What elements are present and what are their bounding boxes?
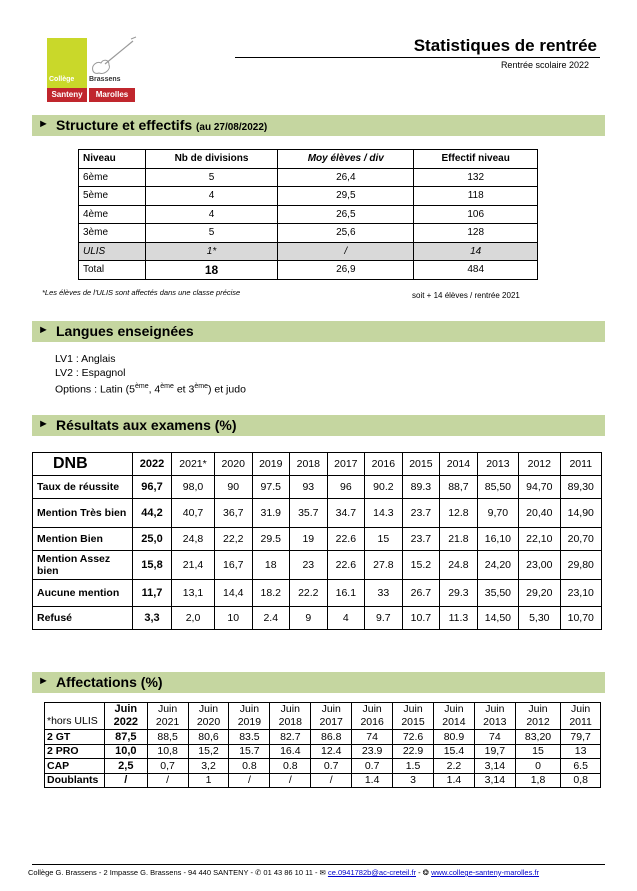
table-cell: /: [229, 773, 270, 788]
year-prefix: Juin: [570, 703, 591, 715]
table-row: [79, 224, 538, 243]
table-cell: 15.4: [433, 744, 474, 759]
table-cell: 9,70: [477, 499, 518, 528]
options-prefix: Options : Latin (5: [55, 383, 135, 396]
section-title: [56, 117, 267, 133]
table-cell: 15,8: [133, 551, 172, 580]
section-langues-header: [32, 321, 605, 342]
table-cell: 2,0: [172, 607, 215, 630]
table-cell: 1: [188, 773, 229, 788]
table-cell: /: [147, 773, 188, 788]
footer-address: Collège G. Brassens - 2 Impasse G. Brassens - 94 440 SANTENY - ✆ 01 43 86 10 11 - ✉: [28, 868, 328, 877]
table-header-row: [79, 150, 538, 169]
year-header: [188, 703, 229, 730]
options-sep: et 3: [173, 383, 195, 396]
table-row: [33, 499, 602, 528]
lv1-line: LV1 : Anglais: [55, 353, 116, 365]
table-cell: 85,50: [477, 476, 518, 499]
options-line: [55, 380, 246, 397]
table-cell: 1.4: [433, 773, 474, 788]
table-cell: 10,70: [560, 607, 602, 630]
table-row-total: [79, 261, 538, 280]
table-cell: 21,4: [172, 551, 215, 580]
cell-moyenne: 25,6: [278, 224, 414, 243]
year-value: 2011: [569, 716, 592, 728]
col-header-divisions: Nb de divisions: [145, 150, 277, 169]
year-header: [270, 703, 311, 730]
logo-santeny-label: Santeny: [47, 88, 87, 102]
year-header: 2012: [519, 453, 560, 476]
year-header: 2021*: [172, 453, 215, 476]
year-header: [515, 703, 560, 730]
table-cell: /: [105, 773, 148, 788]
table-cell: 33: [365, 580, 403, 607]
table-cell: 0,8: [561, 773, 601, 788]
year-prefix: Juin: [239, 703, 260, 715]
year-value: 2022: [113, 716, 139, 728]
footer-sep: - ❂: [416, 868, 432, 877]
table-cell: 3,14: [474, 773, 515, 788]
page-subtitle: Rentrée scolaire 2022: [500, 60, 589, 70]
table-cell: 3,2: [188, 759, 229, 774]
table-cell: 13,1: [172, 580, 215, 607]
year-value: 2015: [401, 716, 425, 728]
table-cell: 16.4: [270, 744, 311, 759]
table-cell: 98,0: [172, 476, 215, 499]
col-header-niveau: Niveau: [79, 150, 146, 169]
year-header: 2016: [365, 453, 403, 476]
year-prefix: Juin: [444, 703, 464, 715]
langues-list: [55, 352, 246, 397]
guitar-icon: [89, 35, 137, 75]
table-cell: 88,5: [147, 730, 188, 745]
table-cell: 3,14: [474, 759, 515, 774]
table-cell: 29,80: [560, 551, 602, 580]
table-cell: 93: [290, 476, 328, 499]
row-label: Mention Assez bien: [33, 551, 133, 580]
table-cell: 1.5: [393, 759, 434, 774]
cell-niveau: 6ème: [79, 168, 146, 187]
footer-email-link[interactable]: ce.0941782b@ac-creteil.fr: [327, 868, 417, 877]
section-date: (au 27/08/2022): [196, 122, 268, 133]
table-cell: 12.4: [311, 744, 352, 759]
table-cell: 96: [327, 476, 365, 499]
year-value: 2018: [278, 716, 302, 728]
year-prefix: Juin: [528, 703, 548, 715]
cell-moyenne: 26,9: [278, 261, 414, 280]
table-cell: 9: [290, 607, 328, 630]
year-prefix: Juin: [280, 703, 300, 715]
superscript: ème: [194, 383, 208, 390]
year-header: 2019: [252, 453, 290, 476]
table-cell: 14,90: [560, 499, 602, 528]
table-cell: 83,20: [515, 730, 560, 745]
year-header: [561, 703, 601, 730]
cell-divisions: 5: [145, 168, 277, 187]
row-label: 2 PRO: [45, 744, 105, 759]
table-cell: 21.8: [440, 528, 478, 551]
table-cell: 22.2: [290, 580, 328, 607]
row-label: Aucune mention: [33, 580, 133, 607]
table-cell: 89.3: [402, 476, 440, 499]
year-header: 2015: [402, 453, 440, 476]
table-row-ulis: [79, 242, 538, 261]
table-cell: 97.5: [252, 476, 290, 499]
superscript: ème: [134, 383, 149, 390]
table-header-row: [45, 703, 601, 730]
year-value: 2012: [526, 716, 550, 728]
year-value: 2014: [442, 716, 466, 728]
table-cell: 0.8: [270, 759, 311, 774]
dnb-title: DNB: [33, 453, 133, 476]
year-header: [311, 703, 352, 730]
affectations-table: [44, 702, 601, 788]
table-cell: 1,8: [515, 773, 560, 788]
table-cell: 34.7: [327, 499, 365, 528]
table-cell: 19: [290, 528, 328, 551]
cell-effectif: 484: [414, 261, 538, 280]
table-cell: 23,10: [560, 580, 602, 607]
table-cell: 88,7: [440, 476, 478, 499]
table-cell: 0.7: [311, 759, 352, 774]
table-cell: 79,7: [561, 730, 601, 745]
row-label: Refusé: [33, 607, 133, 630]
year-prefix: Juin: [198, 703, 219, 715]
year-header: [105, 703, 148, 730]
year-value: 2016: [360, 716, 384, 728]
table-cell: 3: [393, 773, 434, 788]
year-header: [229, 703, 270, 730]
table-cell: 26.7: [402, 580, 440, 607]
year-header: [393, 703, 434, 730]
year-prefix: Juin: [362, 703, 382, 715]
table-cell: 20,40: [519, 499, 560, 528]
table-cell: 0,7: [147, 759, 188, 774]
table-cell: 11.3: [440, 607, 478, 630]
table-cell: 14.3: [365, 499, 403, 528]
table-cell: 35.7: [290, 499, 328, 528]
table-cell: 10,8: [147, 744, 188, 759]
table-cell: 96,7: [133, 476, 172, 499]
cell-effectif: 106: [414, 205, 538, 224]
table-cell: /: [270, 773, 311, 788]
table-cell: 29.3: [440, 580, 478, 607]
table-cell: 23,00: [519, 551, 560, 580]
table-cell: 14,50: [477, 607, 518, 630]
table-cell: 16,7: [214, 551, 252, 580]
table-cell: 15.7: [229, 744, 270, 759]
table-cell: 74: [352, 730, 393, 745]
cell-divisions: 5: [145, 224, 277, 243]
table-cell: /: [311, 773, 352, 788]
year-value: 2020: [196, 716, 221, 728]
table-cell: 0.7: [352, 759, 393, 774]
col-header-moyenne: Moy élèves / div: [278, 150, 414, 169]
evolution-note: soit + 14 élèves / rentrée 2021: [412, 291, 520, 300]
table-cell: 9.7: [365, 607, 403, 630]
cell-moyenne: 26,4: [278, 168, 414, 187]
table-cell: 19,7: [474, 744, 515, 759]
section-title: Résultats aux examens (%): [56, 417, 237, 433]
year-value: 2013: [483, 716, 507, 728]
cell-niveau: ULIS: [79, 242, 146, 261]
superscript: ème: [160, 383, 174, 390]
table-cell: 22,2: [214, 528, 252, 551]
cell-effectif: 14: [414, 242, 538, 261]
table-cell: 89,30: [560, 476, 602, 499]
row-label: Doublants: [45, 773, 105, 788]
year-prefix: Juin: [485, 703, 505, 715]
cell-divisions: 1*: [145, 242, 277, 261]
year-value: 2019: [237, 716, 262, 728]
table-cell: 18: [252, 551, 290, 580]
year-prefix: Juin: [114, 703, 138, 715]
table-cell: 24,8: [172, 528, 215, 551]
table-cell: 80.9: [433, 730, 474, 745]
footer: [28, 868, 539, 877]
table-cell: 6.5: [561, 759, 601, 774]
table-cell: 90.2: [365, 476, 403, 499]
year-header: [352, 703, 393, 730]
cell-moyenne: 29,5: [278, 187, 414, 206]
table-cell: 11,7: [133, 580, 172, 607]
section-title: Langues enseignées: [56, 323, 194, 339]
table-cell: 15.2: [402, 551, 440, 580]
year-header: 2022: [133, 453, 172, 476]
cell-divisions: 18: [145, 261, 277, 280]
cell-niveau: 4ème: [79, 205, 146, 224]
cell-divisions: 4: [145, 187, 277, 206]
table-cell: 36,7: [214, 499, 252, 528]
logo-brassens-text: Brassens: [89, 76, 121, 83]
cell-niveau: Total: [79, 261, 146, 280]
year-value: 2017: [319, 716, 343, 728]
table-cell: 29,20: [519, 580, 560, 607]
table-cell: 82.7: [270, 730, 311, 745]
table-cell: 10: [214, 607, 252, 630]
cell-effectif: 118: [414, 187, 538, 206]
table-cell: 44,2: [133, 499, 172, 528]
dnb-results-table: [32, 452, 602, 630]
table-row: [33, 607, 602, 630]
table-cell: 40,7: [172, 499, 215, 528]
table-row: [33, 551, 602, 580]
table-cell: 86.8: [311, 730, 352, 745]
year-header: [433, 703, 474, 730]
table-cell: 1.4: [352, 773, 393, 788]
table-cell: 22,10: [519, 528, 560, 551]
table-cell: 22.9: [393, 744, 434, 759]
cell-effectif: 128: [414, 224, 538, 243]
section-title: Affectations (%): [56, 674, 163, 690]
table-cell: 10,0: [105, 744, 148, 759]
table-row: [79, 168, 538, 187]
table-cell: 15,2: [188, 744, 229, 759]
cell-effectif: 132: [414, 168, 538, 187]
table-row: [45, 759, 601, 774]
year-header: 2014: [440, 453, 478, 476]
table-cell: 20,70: [560, 528, 602, 551]
col-header-effectif: Effectif niveau: [414, 150, 538, 169]
year-header: 2020: [214, 453, 252, 476]
table-cell: 12.8: [440, 499, 478, 528]
table-row: [79, 187, 538, 206]
table-cell: 10.7: [402, 607, 440, 630]
table-cell: 16.1: [327, 580, 365, 607]
cell-divisions: 4: [145, 205, 277, 224]
year-prefix: Juin: [321, 703, 341, 715]
cell-niveau: 5ème: [79, 187, 146, 206]
options-sep: , 4: [148, 383, 161, 396]
table-cell: 94,70: [519, 476, 560, 499]
options-suffix: ) et judo: [207, 383, 246, 396]
row-label: Taux de réussite: [33, 476, 133, 499]
section-structure-header: [32, 115, 605, 136]
cell-moyenne: /: [278, 242, 414, 261]
arrow-icon: ►: [38, 675, 49, 687]
table-cell: 14,4: [214, 580, 252, 607]
table-row: [79, 205, 538, 224]
row-label: 2 GT: [45, 730, 105, 745]
footer-website-link[interactable]: www.college-santeny-marolles.fr: [431, 868, 540, 877]
structure-table: [78, 149, 538, 280]
corner-note: *hors ULIS: [45, 703, 105, 730]
table-cell: 23.7: [402, 528, 440, 551]
table-cell: 31.9: [252, 499, 290, 528]
table-cell: 74: [474, 730, 515, 745]
cell-niveau: 3ème: [79, 224, 146, 243]
table-cell: 24.8: [440, 551, 478, 580]
title-divider: [235, 57, 600, 58]
table-cell: 83.5: [229, 730, 270, 745]
year-prefix: Juin: [403, 703, 423, 715]
table-cell: 23: [290, 551, 328, 580]
table-cell: 90: [214, 476, 252, 499]
cell-moyenne: 26,5: [278, 205, 414, 224]
table-cell: 2.2: [433, 759, 474, 774]
table-cell: 15: [515, 744, 560, 759]
table-cell: 2,5: [105, 759, 148, 774]
table-header-row: [33, 453, 602, 476]
year-header: 2011: [560, 453, 602, 476]
table-cell: 22.6: [327, 528, 365, 551]
section-resultats-header: [32, 415, 605, 436]
ulis-footnote: *Les élèves de l'ULIS sont affectés dans une classe précise: [42, 288, 241, 297]
year-header: 2013: [477, 453, 518, 476]
table-cell: 18.2: [252, 580, 290, 607]
table-cell: 3,3: [133, 607, 172, 630]
arrow-icon: ►: [38, 324, 49, 336]
table-cell: 29.5: [252, 528, 290, 551]
table-cell: 35,50: [477, 580, 518, 607]
page-title: Statistiques de rentrée: [413, 36, 597, 55]
table-cell: 24,20: [477, 551, 518, 580]
table-cell: 23.9: [352, 744, 393, 759]
arrow-icon: ►: [38, 418, 49, 430]
table-row: [33, 580, 602, 607]
row-label: Mention Très bien: [33, 499, 133, 528]
year-header: [147, 703, 188, 730]
footer-divider: [32, 864, 605, 865]
table-cell: 87,5: [105, 730, 148, 745]
table-row: [33, 528, 602, 551]
logo-college-text: Collège: [49, 76, 75, 83]
table-cell: 22.6: [327, 551, 365, 580]
table-cell: 27.8: [365, 551, 403, 580]
table-cell: 5,30: [519, 607, 560, 630]
table-row: [45, 744, 601, 759]
table-cell: 15: [365, 528, 403, 551]
table-cell: 0: [515, 759, 560, 774]
row-label: CAP: [45, 759, 105, 774]
table-row: [45, 773, 601, 788]
lv2-line: LV2 : Espagnol: [55, 367, 126, 379]
table-cell: 0.8: [229, 759, 270, 774]
year-header: [474, 703, 515, 730]
table-row: [33, 476, 602, 499]
arrow-icon: ►: [38, 118, 49, 130]
table-cell: 13: [561, 744, 601, 759]
section-affectations-header: [32, 672, 605, 693]
college-logo: [45, 35, 137, 103]
year-header: 2018: [290, 453, 328, 476]
year-value: 2021: [155, 716, 180, 728]
row-label: Mention Bien: [33, 528, 133, 551]
section-title-text: Structure et effectifs: [56, 117, 193, 133]
logo-marolles-label: Marolles: [89, 88, 135, 102]
table-row: [45, 730, 601, 745]
year-prefix: Juin: [157, 703, 178, 715]
table-cell: 2.4: [252, 607, 290, 630]
table-cell: 72.6: [393, 730, 434, 745]
table-cell: 25,0: [133, 528, 172, 551]
table-cell: 4: [327, 607, 365, 630]
table-cell: 23.7: [402, 499, 440, 528]
year-header: 2017: [327, 453, 365, 476]
table-cell: 16,10: [477, 528, 518, 551]
table-cell: 80,6: [188, 730, 229, 745]
